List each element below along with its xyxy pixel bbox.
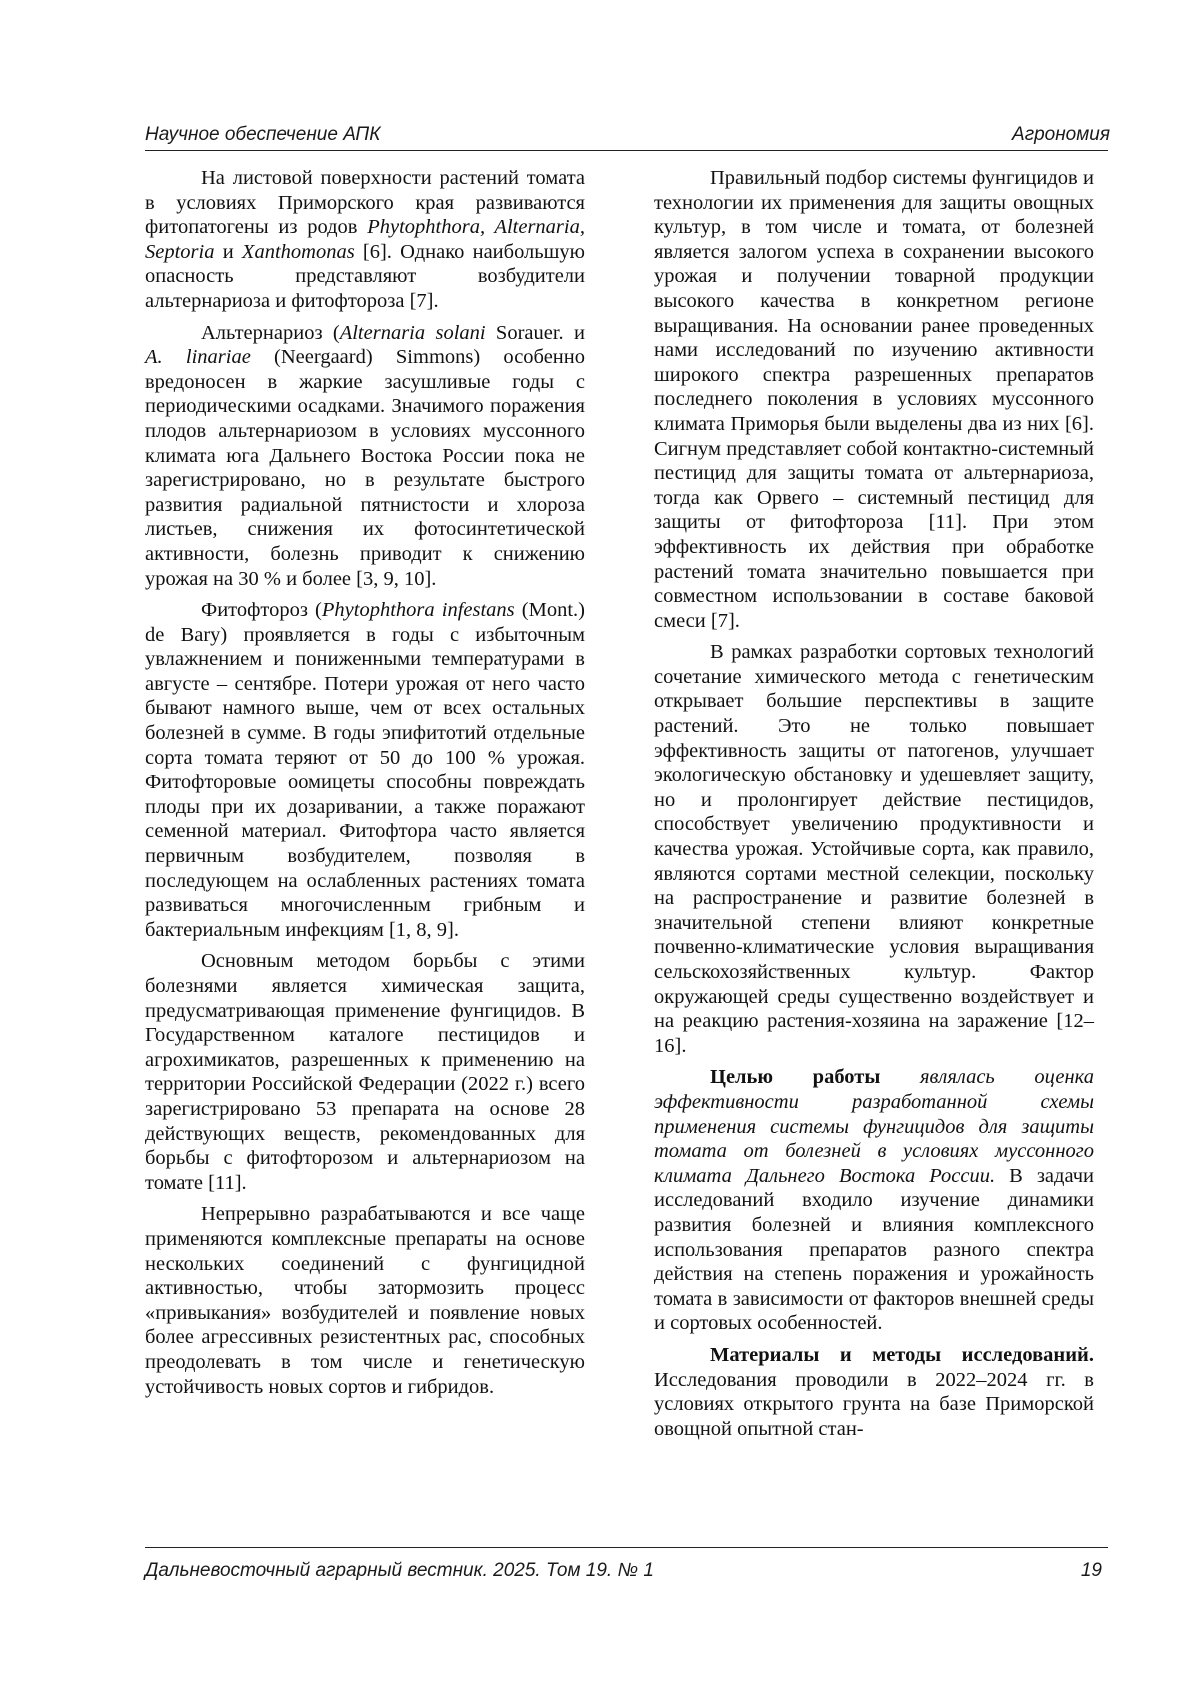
paragraph-varietal-technologies: В рамках разработки сортовых технологий сочетание химического метода с генетическим открывает большие перспективы в защите растений. Это не только повышает эффективность защиты от патогенов, улучшает экологическую обстановку и удешевляет защиту, но и пролонгирует действие пестицидов, способствует увеличению продуктивности и качества урожая. Устойчивые сорта, как правило, являются сортами местной селекции, поскольку на распространение и развитие болезней в значительной степени влияют конкретные почвенно-климатические условия выращивания сельскохозяйственных культур. Фактор окружающей среды существенно воздействует и на реакцию растения-хозяина на заражение [12–16]. — [654, 641, 1094, 1057]
footer-rule — [145, 1547, 1108, 1548]
running-header-section: Научное обеспечение АПК — [145, 124, 381, 145]
paragraph-pathogens: На листовой поверхности растений томата в условиях Приморского края развиваются фитопатогены из родов Phytophthora, Alternaria, Septoria и Xanthomonas [6]. Однако наибольшую опасность представляют возбудители альтернариоза и фитофтороза [7]. — [145, 167, 585, 312]
paragraph-complex-preparations: Непрерывно разрабатываются и все чаще применяются комплексные препараты на основе нескольких соединений с фунгицидной активностью, чтобы затормозить процесс «привыкания» возбудителей и появление новых более агрессивных резистентных рас, способных преодолевать в том числе и генетическую устойчивость новых сортов и гибридов. — [145, 1203, 585, 1398]
right-column — [654, 166, 1094, 1441]
journal-citation: Дальневосточный аграрный вестник. 2025. Том 19. № 1 — [145, 1560, 654, 1581]
paragraph-fungicide-system: Правильный подбор системы фунгицидов и технологии их применения для защиты овощных культур, в том числе и томата, от болезней является залогом успеха в сохранении высокого урожая и получении товарной продукции высокого качества в конкретном регионе выращивания. На основании ранее проведенных нами исследований по изучению активности широкого спектра разрешенных препаратов последнего поколения в условиях муссонного климата Приморья были выделены два из них [6]. Сигнум представляет собой контактно-системный пестицид для защиты томата от альтернариоза, тогда как Орвего – системный пестицид для защиты от фитофтороза [11]. При этом эффективность их действия при обработке растений томата значительно повышается при совместном использовании в составе баковой смеси [7]. — [654, 167, 1094, 632]
paragraph-objective: Целью работы являлась оценка эффективности разработанной схемы применения системы фунгицидов для защиты томата от болезней в условиях муссонного климата Дальнего Востока России. В задачи исследований входило изучение динамики развития болезней и влияния комплексного использования препаратов разного спектра действия на степень поражения и урожайность томата в зависимости от факторов внешней среды и сортовых особенностей. — [654, 1066, 1095, 1335]
paragraph-phytophthora: Фитофтороз (Phytophthora infestans (Mont.) de Bary) проявляется в годы с избыточным увлажнением и пониженными температурами в августе – сентябре. Потери урожая от него часто бывают намного выше, чем от всех остальных болезней в сумме. В годы эпифитотий отдельные сорта томата теряют от 50 до 100 % урожая. Фитофторовые оомицеты способны повреждать плоды при их дозаривании, а также поражают семенной материал. Фитофтора часто является первичным возбудителем, позволяя в последующем на ослабленных растениях томата развиваться многочисленным грибным и бактериальным инфекциям [1, 8, 9]. — [145, 599, 585, 941]
page-number: 19 — [1080, 1560, 1102, 1581]
running-header-rubric: Агрономия — [1012, 124, 1110, 145]
header-rule — [145, 150, 1108, 151]
paragraph-methods: Материалы и методы исследований. Исследования проводили в 2022–2024 гг. в условиях открытого грунта на базе Приморской овощной опытной стан- — [654, 1343, 1094, 1440]
paragraph-chemical-protection: Основным методом борьбы с этими болезнями является химическая защита, предусматривающая применение фунгицидов. В Государственном каталоге пестицидов и агрохимикатов, разрешенных к применению на территории Российской Федерации (2022 г.) всего зарегистрировано 53 препарата на основе 28 действующих веществ, рекомендованных для борьбы с фитофторозом и альтернариозом на томате [11]. — [145, 950, 585, 1194]
paragraph-alternaria: Альтернариоз (Alternaria solani Sorauer. и A. linariae (Neergaard) Simmons) особенно вредоносен в жаркие засушливые годы с периодическими осадками. Значимого поражения плодов альтернариозом в условиях муссонного климата юга Дальнего Востока России пока не зарегистрировано, но в результате быстрого развития радиальной пятнистости и хлороза листьев, снижения их фотосинтетической активности, болезнь приводит к снижению урожая на 30 % и более [3, 9, 10]. — [145, 321, 585, 590]
left-column — [145, 166, 585, 1399]
